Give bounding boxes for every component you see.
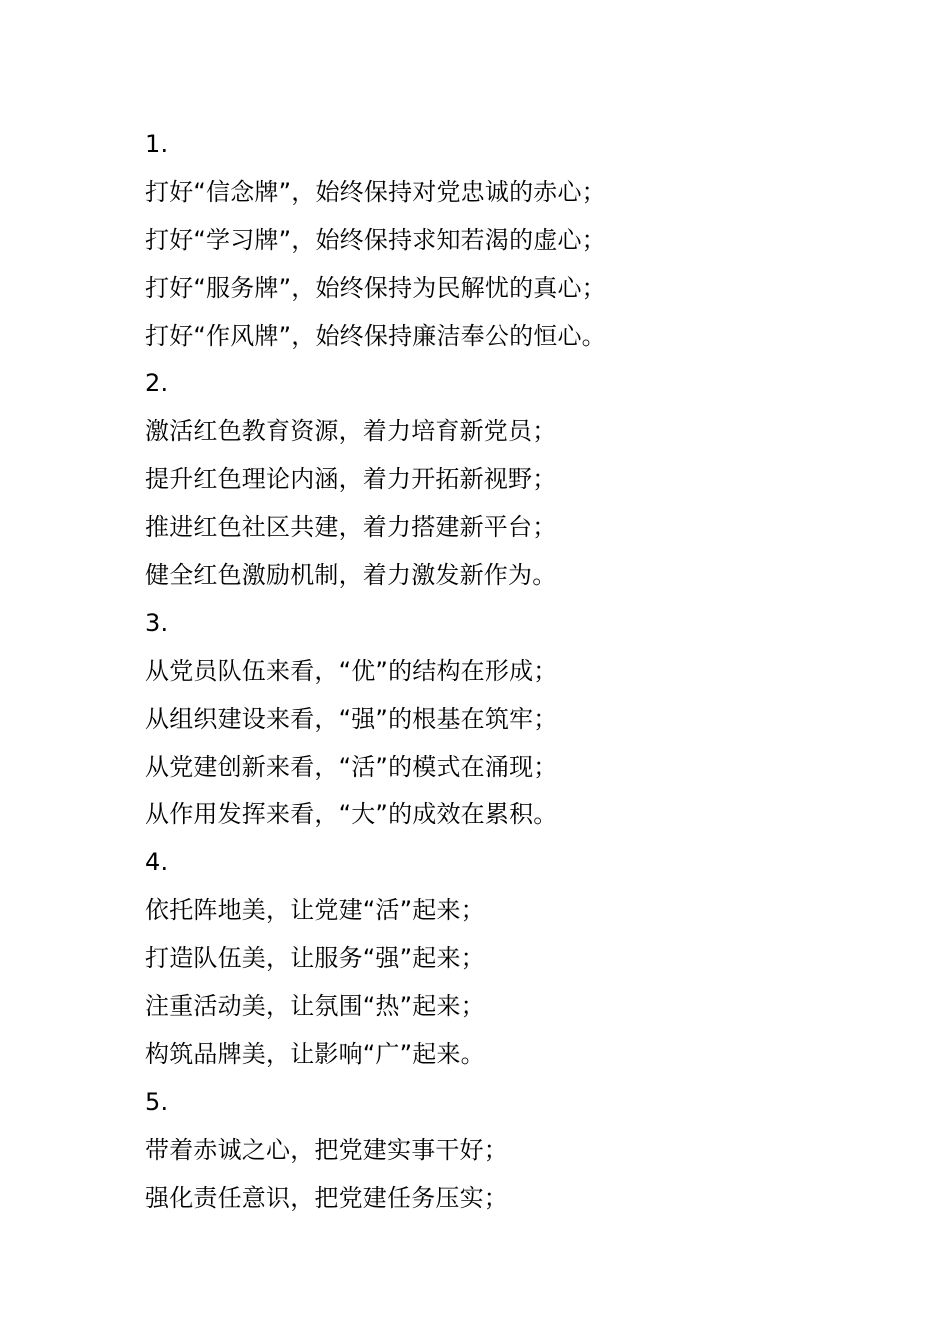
text-line: 依托阵地美，让党建“活”起来； [145,896,485,925]
text-line: 打好“服务牌”，始终保持为民解忧的真心； [145,273,606,302]
text-line: 注重活动美，让氛围“热”起来； [145,992,485,1021]
text-line: 强化责任意识，把党建任务压实； [145,1183,508,1212]
text-line: 从党员队伍来看，“优”的结构在形成； [145,656,558,685]
text-line: 带着赤诚之心，把党建实事干好； [145,1135,508,1164]
text-line: 构筑品牌美，让影响“广”起来。 [145,1039,485,1068]
section-number-1: 1. [145,130,169,158]
section-number-2: 2. [145,369,169,398]
text-line: 从组织建设来看，“强”的根基在筑牢； [145,704,558,733]
text-line: 打好“信念牌”，始终保持对党忠诚的赤心； [145,177,606,206]
text-line: 打好“作风牌”，始终保持廉洁奉公的恒心。 [145,321,606,350]
section-number-3: 3. [145,608,169,637]
text-line: 健全红色激励机制，着力激发新作为。 [145,561,557,590]
text-line: 提升红色理论内涵，着力开拓新视野； [145,465,557,494]
text-line: 打好“学习牌”，始终保持求知若渴的虚心； [145,225,606,254]
text-line: 激活红色教育资源，着力培育新党员； [145,417,557,446]
document-body [145,121,905,1222]
section-number-4: 4. [145,848,169,877]
text-line: 从党建创新来看，“活”的模式在涌现； [145,752,558,781]
text-line: 从作用发挥来看，“大”的成效在累积。 [145,800,558,829]
text-line: 推进红色社区共建，着力搭建新平台； [145,513,557,542]
section-number-5: 5. [145,1087,169,1116]
text-line: 打造队伍美，让服务“强”起来； [145,944,485,973]
